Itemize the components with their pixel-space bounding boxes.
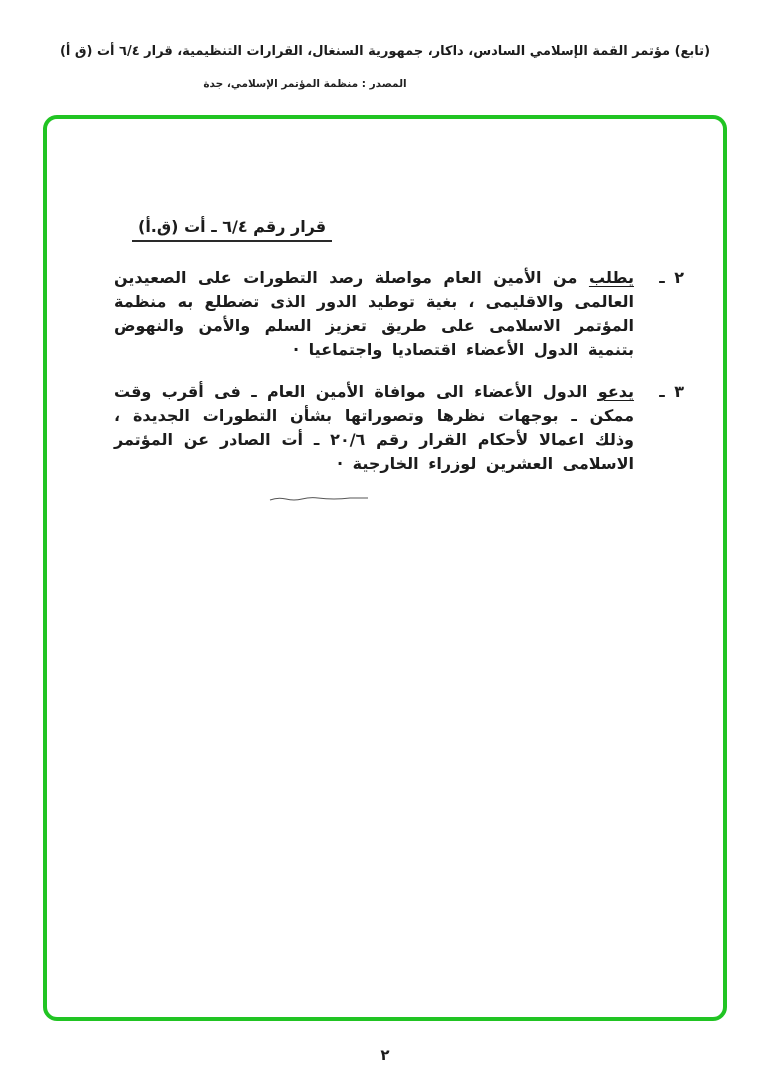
handwritten-mark-row — [114, 494, 684, 504]
page-number: ٢ — [380, 1046, 390, 1064]
clause-number: ٢ ـ — [659, 268, 684, 287]
clause-item-2 — [114, 266, 684, 362]
document-body — [47, 119, 723, 1017]
scribble-line-mark — [269, 494, 369, 504]
clause-text-body: من الأمين العام مواصلة رصد التطورات على الصعيدين العالمى والاقليمى ، بغية توطيد الدور الذى تضطلع به منظمة المؤتمر الاسلامى على طريق تعزيز السلم والأمن والنهوض بتنمية الدول الأعضاء اقتصاديا واجتماعيا · — [114, 268, 634, 359]
clause-verb: يطلب — [588, 268, 634, 287]
document-source-line: المصدر : منظمة المؤتمر الإسلامي، جدة — [203, 78, 407, 90]
document-frame — [43, 115, 727, 1021]
clause-verb: يدعو — [597, 382, 635, 401]
title-row — [114, 217, 684, 242]
clause-text — [114, 266, 634, 362]
clause-number: ٣ ـ — [659, 382, 684, 401]
document-header: (تابع) مؤتمر القمة الإسلامي السادس، داكار، جمهورية السنغال، القرارات التنظيمية، قرار ٦/٤ أت (ق أ) — [59, 44, 711, 59]
clause-text-body: الدول الأعضاء الى موافاة الأمين العام ـ فى أقرب وقت ممكن ـ بوجهات نظرها وتصوراتها بشأن التطورات الجديدة ، وذلك اعمالا لأحكام القرار رقم ٢٠/٦ ـ أت الصادر عن المؤتمر الاسلامى العشرين لوزراء الخارجية · — [114, 382, 634, 473]
resolution-title: قرار رقم ٦/٤ ـ أت (ق.أ) — [132, 217, 332, 242]
clause-text — [114, 380, 634, 476]
clause-item-3 — [114, 380, 684, 476]
